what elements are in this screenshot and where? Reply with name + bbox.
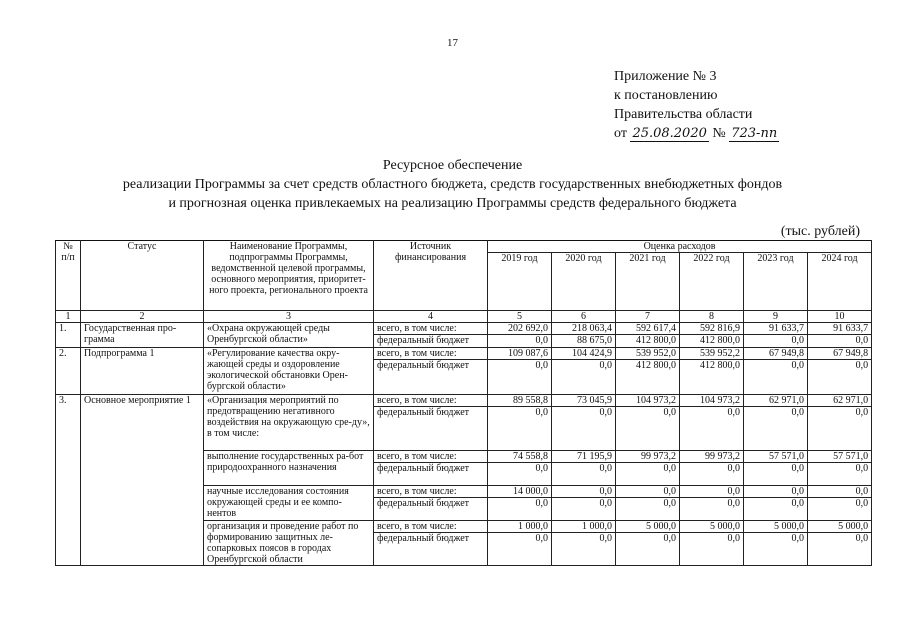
cell-name: организация и проведение работ по формированию защитных ле-сопарковых поясов в городах Оренбургской области [204, 521, 374, 566]
column-number: 10 [808, 311, 872, 323]
cell-value: 0,0 [808, 360, 872, 395]
header-no: № п/п [56, 241, 81, 311]
cell-value: 0,0 [488, 360, 552, 395]
cell-name: «Охрана окружающей среды Оренбургской области» [204, 323, 374, 348]
cell-value: 0,0 [552, 498, 616, 521]
cell-no: 1. [56, 323, 81, 348]
cell-value: 0,0 [744, 533, 808, 566]
cell-value: 539 952,2 [680, 348, 744, 360]
cell-source: федеральный бюджет [374, 498, 488, 521]
cell-value: 109 087,6 [488, 348, 552, 360]
cell-value: 0,0 [488, 407, 552, 451]
column-number: 9 [744, 311, 808, 323]
cell-value: 0,0 [552, 463, 616, 486]
cell-value: 0,0 [680, 533, 744, 566]
number-prefix: № [712, 126, 726, 141]
cell-value: 0,0 [744, 463, 808, 486]
cell-value: 62 971,0 [808, 395, 872, 407]
cell-value: 0,0 [808, 335, 872, 348]
column-number: 5 [488, 311, 552, 323]
column-number: 4 [374, 311, 488, 323]
cell-value: 104 424,9 [552, 348, 616, 360]
cell-value: 91 633,7 [808, 323, 872, 335]
cell-value: 0,0 [808, 498, 872, 521]
cell-name: научные исследования состояния окружающей среды и ее компо-нентов [204, 486, 374, 521]
cell-value: 412 800,0 [616, 335, 680, 348]
cell-value: 57 571,0 [808, 451, 872, 463]
cell-value: 99 973,2 [616, 451, 680, 463]
cell-value: 0,0 [744, 407, 808, 451]
cell-value: 412 800,0 [680, 335, 744, 348]
cell-source: всего, в том числе: [374, 451, 488, 463]
cell-value: 0,0 [552, 407, 616, 451]
appendix-line1: Приложение № 3 [614, 69, 717, 84]
cell-value: 592 617,4 [616, 323, 680, 335]
cell-value: 539 952,0 [616, 348, 680, 360]
cell-value: 88 675,0 [552, 335, 616, 348]
column-number: 3 [204, 311, 374, 323]
cell-value: 218 063,4 [552, 323, 616, 335]
title-line3: и прогнозная оценка привлекаемых на реализацию Программы средств федерального бюджета [168, 196, 737, 211]
header-source: Источник финансирования [374, 241, 488, 311]
header-year: 2023 год [744, 253, 808, 311]
cell-value: 74 558,8 [488, 451, 552, 463]
date-prefix: от [614, 126, 627, 141]
cell-value: 67 949,8 [744, 348, 808, 360]
column-number: 6 [552, 311, 616, 323]
cell-source: всего, в том числе: [374, 323, 488, 335]
cell-source: всего, в том числе: [374, 348, 488, 360]
cell-source: всего, в том числе: [374, 395, 488, 407]
appendix-block [614, 67, 779, 143]
cell-source: всего, в том числе: [374, 521, 488, 533]
units-label: (тыс. рублей) [780, 224, 860, 239]
cell-name: «Регулирование качества окру-жающей среды и оздоровление экологической обстановки Орен-бургской области» [204, 348, 374, 395]
cell-value: 5 000,0 [808, 521, 872, 533]
header-year: 2024 год [808, 253, 872, 311]
cell-value: 57 571,0 [744, 451, 808, 463]
cell-value: 0,0 [680, 463, 744, 486]
table-row [56, 348, 872, 360]
cell-name: «Организация мероприятий по предотвращению негативного воздействия на окружающую сре-ду», в том числе: [204, 395, 374, 451]
cell-value: 0,0 [552, 360, 616, 395]
cell-value: 0,0 [488, 463, 552, 486]
cell-source: федеральный бюджет [374, 533, 488, 566]
header-name: Наименование Программы, подпрограммы Программы, ведомственной целевой программы, основного мероприятия, приоритет-ного проекта, регионального проекта [204, 241, 374, 311]
cell-value: 5 000,0 [680, 521, 744, 533]
title-line1: Ресурсное обеспечение [382, 158, 523, 173]
cell-value: 0,0 [808, 486, 872, 498]
column-number: 8 [680, 311, 744, 323]
cell-status: Подпрограмма 1 [81, 348, 204, 395]
cell-value: 104 973,2 [616, 395, 680, 407]
cell-value: 592 816,9 [680, 323, 744, 335]
cell-value: 0,0 [680, 486, 744, 498]
cell-value: 1 000,0 [488, 521, 552, 533]
page-number: 17 [447, 37, 458, 49]
cell-name: выполнение государственных ра-бот природоохранного назначения [204, 451, 374, 486]
title-line2: реализации Программы за счет средств областного бюджета, средств государственных внебюджетных фондов [122, 177, 783, 192]
cell-value: 0,0 [744, 498, 808, 521]
cell-value: 412 800,0 [616, 360, 680, 395]
cell-value: 0,0 [616, 498, 680, 521]
cell-source: федеральный бюджет [374, 407, 488, 451]
header-status: Статус [81, 241, 204, 311]
cell-value: 62 971,0 [744, 395, 808, 407]
cell-value: 0,0 [488, 498, 552, 521]
cell-value: 0,0 [744, 360, 808, 395]
cell-source: федеральный бюджет [374, 335, 488, 348]
column-number: 1 [56, 311, 81, 323]
cell-value: 0,0 [680, 407, 744, 451]
table-row [56, 395, 872, 407]
cell-value: 89 558,8 [488, 395, 552, 407]
cell-value: 0,0 [552, 533, 616, 566]
resource-table [55, 240, 872, 566]
header-estimate: Оценка расходов [488, 241, 872, 253]
column-number: 7 [616, 311, 680, 323]
cell-value: 67 949,8 [808, 348, 872, 360]
cell-value: 0,0 [488, 335, 552, 348]
cell-no: 2. [56, 348, 81, 395]
cell-value: 73 045,9 [552, 395, 616, 407]
cell-value: 0,0 [616, 407, 680, 451]
cell-value: 71 195,9 [552, 451, 616, 463]
header-year: 2021 год [616, 253, 680, 311]
cell-value: 0,0 [552, 486, 616, 498]
column-number: 2 [81, 311, 204, 323]
handwritten-date: 25.08.2020 [632, 126, 707, 141]
cell-value: 1 000,0 [552, 521, 616, 533]
cell-no: 3. [56, 395, 81, 566]
cell-value: 14 000,0 [488, 486, 552, 498]
cell-value: 0,0 [616, 463, 680, 486]
appendix-line3: Правительства области [614, 107, 753, 122]
cell-value: 5 000,0 [616, 521, 680, 533]
appendix-date-line [614, 124, 779, 143]
header-year: 2020 год [552, 253, 616, 311]
header-year: 2019 год [488, 253, 552, 311]
header-year: 2022 год [680, 253, 744, 311]
cell-value: 0,0 [616, 533, 680, 566]
cell-source: федеральный бюджет [374, 463, 488, 486]
cell-status: Государственная про-грамма [81, 323, 204, 348]
cell-value: 104 973,2 [680, 395, 744, 407]
cell-value: 0,0 [744, 486, 808, 498]
cell-source: всего, в том числе: [374, 486, 488, 498]
cell-value: 0,0 [680, 498, 744, 521]
cell-value: 0,0 [808, 463, 872, 486]
table-row [56, 323, 872, 335]
handwritten-number: 723-пп [731, 126, 778, 141]
cell-value: 99 973,2 [680, 451, 744, 463]
cell-status: Основное мероприятие 1 [81, 395, 204, 566]
cell-value: 412 800,0 [680, 360, 744, 395]
cell-source: федеральный бюджет [374, 360, 488, 395]
cell-value: 0,0 [488, 533, 552, 566]
cell-value: 202 692,0 [488, 323, 552, 335]
cell-value: 0,0 [808, 533, 872, 566]
cell-value: 5 000,0 [744, 521, 808, 533]
cell-value: 91 633,7 [744, 323, 808, 335]
appendix-line2: к постановлению [614, 88, 718, 103]
cell-value: 0,0 [744, 335, 808, 348]
cell-value: 0,0 [808, 407, 872, 451]
cell-value: 0,0 [616, 486, 680, 498]
